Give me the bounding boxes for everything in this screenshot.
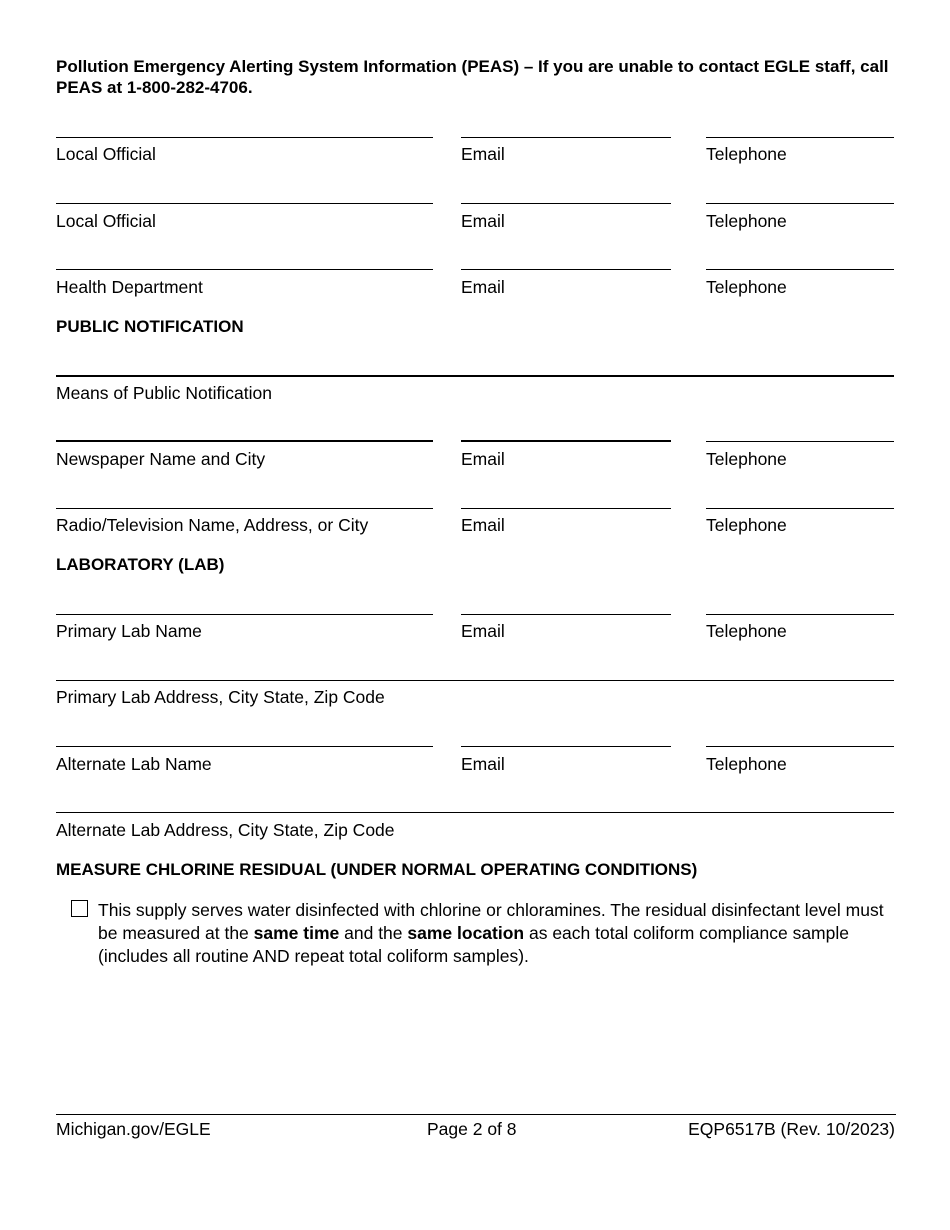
newspaper-phone-label: Telephone (706, 449, 787, 469)
radio-tv-email-field[interactable] (461, 508, 671, 509)
radio-tv-phone-label: Telephone (706, 515, 787, 535)
alternate-lab-name-label: Alternate Lab Name (56, 754, 212, 774)
same-location-emphasis: same location (407, 923, 525, 943)
primary-lab-name-label: Primary Lab Name (56, 621, 202, 641)
newspaper-email-field[interactable] (461, 440, 671, 442)
local-official-1-email-field[interactable] (461, 137, 671, 138)
footer-page-number: Page 2 of 8 (427, 1119, 517, 1139)
local-official-2-phone-field[interactable] (706, 203, 894, 204)
primary-lab-email-field[interactable] (461, 614, 671, 615)
health-department-label: Health Department (56, 277, 203, 297)
footer-form-id: EQP6517B (Rev. 10/2023) (688, 1119, 895, 1139)
local-official-2-field[interactable] (56, 203, 433, 204)
health-department-email-field[interactable] (461, 269, 671, 270)
chlorine-disinfection-checkbox[interactable] (71, 900, 88, 917)
alternate-lab-address-label: Alternate Lab Address, City State, Zip Code (56, 820, 395, 840)
newspaper-email-label: Email (461, 449, 505, 469)
radio-tv-label: Radio/Television Name, Address, or City (56, 515, 369, 535)
chlorine-residual-heading: MEASURE CHLORINE RESIDUAL (UNDER NORMAL OPERATING CONDITIONS) (56, 860, 698, 879)
newspaper-label: Newspaper Name and City (56, 449, 266, 469)
health-department-phone-label: Telephone (706, 277, 787, 297)
same-time-emphasis: same time (253, 923, 340, 943)
local-official-2-label: Local Official (56, 211, 156, 231)
health-department-phone-field[interactable] (706, 269, 894, 270)
chlorine-text-part-1: This supply serves water disinfected with chlorine or chloramines. The residual disinfectant level must be measured at the (98, 900, 884, 943)
radio-tv-field[interactable] (56, 508, 433, 509)
alternate-lab-phone-label: Telephone (706, 754, 787, 774)
local-official-1-field[interactable] (56, 137, 433, 138)
laboratory-heading: LABORATORY (LAB) (56, 555, 225, 574)
newspaper-field[interactable] (56, 440, 433, 442)
public-notification-heading: PUBLIC NOTIFICATION (56, 317, 244, 336)
primary-lab-phone-label: Telephone (706, 621, 787, 641)
primary-lab-address-label: Primary Lab Address, City State, Zip Code (56, 687, 385, 707)
alternate-lab-email-field[interactable] (461, 746, 671, 747)
newspaper-phone-field[interactable] (706, 441, 894, 442)
means-of-public-notification-label: Means of Public Notification (56, 383, 272, 403)
local-official-2-email-field[interactable] (461, 203, 671, 204)
means-of-public-notification-field[interactable] (56, 375, 894, 377)
peas-heading: Pollution Emergency Alerting System Information (PEAS) – If you are unable to contact EGLE staff, call PEAS at 1-800-282-4706. (56, 57, 889, 97)
primary-lab-name-field[interactable] (56, 614, 433, 615)
radio-tv-phone-field[interactable] (706, 508, 894, 509)
local-official-1-email-label: Email (461, 144, 505, 164)
local-official-1-phone-field[interactable] (706, 137, 894, 138)
footer-divider (56, 1114, 896, 1115)
primary-lab-email-label: Email (461, 621, 505, 641)
local-official-1-label: Local Official (56, 144, 156, 164)
local-official-1-phone-label: Telephone (706, 144, 787, 164)
chlorine-text-part-3: as each total coliform compliance sample (includes all routine AND repeat total coliform samples). (98, 923, 849, 966)
chlorine-disinfection-text (98, 899, 898, 968)
chlorine-text-part-2: and the (339, 923, 408, 943)
primary-lab-address-field[interactable] (56, 680, 894, 681)
health-department-field[interactable] (56, 269, 433, 270)
alternate-lab-email-label: Email (461, 754, 505, 774)
alternate-lab-name-field[interactable] (56, 746, 433, 747)
alternate-lab-phone-field[interactable] (706, 746, 894, 747)
local-official-2-phone-label: Telephone (706, 211, 787, 231)
alternate-lab-address-field[interactable] (56, 812, 894, 813)
footer-website: Michigan.gov/EGLE (56, 1119, 211, 1139)
radio-tv-email-label: Email (461, 515, 505, 535)
local-official-2-email-label: Email (461, 211, 505, 231)
health-department-email-label: Email (461, 277, 505, 297)
primary-lab-phone-field[interactable] (706, 614, 894, 615)
